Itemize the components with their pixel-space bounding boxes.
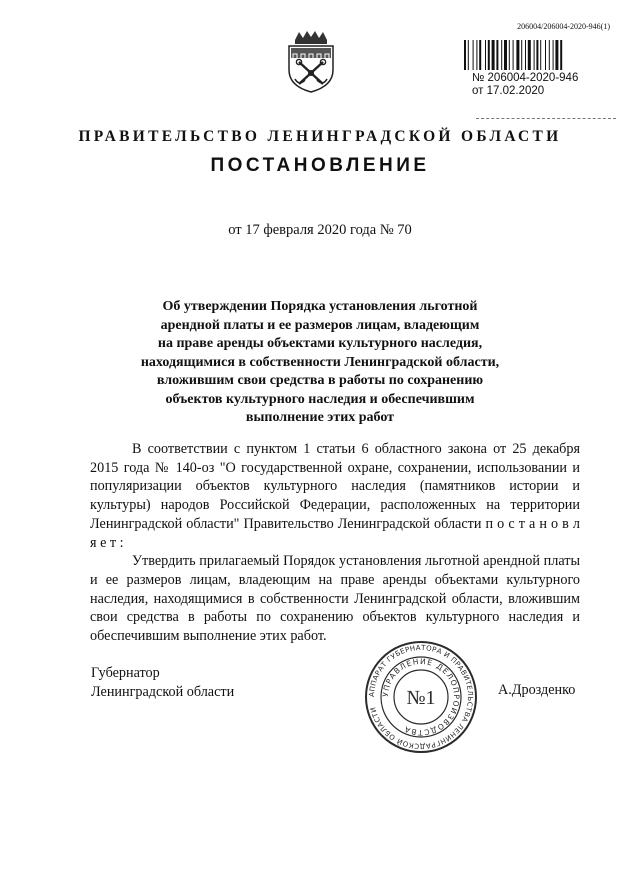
document-type: ПОСТАНОВЛЕНИЕ	[210, 155, 430, 176]
stamp-number: №1	[406, 687, 436, 709]
registration-divider	[476, 118, 616, 119]
barcode-bar	[485, 40, 486, 70]
barcode-bar	[496, 40, 498, 70]
barcode-bar	[492, 40, 495, 70]
barcode-bar	[555, 40, 558, 70]
subject-line: арендной платы и ее размеров лицам, владеющим	[160, 317, 480, 333]
document-subject	[130, 298, 510, 428]
subject-line: выполнение этих работ	[245, 410, 395, 425]
body-paragraph: Утвердить прилагаемый Порядок установления льготной арендной платы и ее размеров лицам, владеющим на праве аренды объектами культурного наследия, находящимися в собственности Ленинградской области, вложившим свои средства в работы по сохранению объектов культурного наследия и обеспечившим выполнение этих работ.	[90, 553, 580, 645]
registration-block	[472, 72, 578, 98]
document-code: 206004/206004-2020-946(1)	[517, 22, 610, 31]
stamp-outer-text: АППАРАТ ГУБЕРНАТОРА И ПРАВИТЕЛЬСТВА ЛЕНИНГРАДСКОЙ ОБЛАСТИ	[367, 643, 475, 751]
barcode-bar	[536, 40, 538, 70]
body-paragraph: В соответствии с пунктом 1 статьи 6 областного закона от 25 декабря 2015 года № 140-оз "О государственной охране, сохранении, использовании и популяризации объектов культурного наследия (памятников истории и культуры) народов Российской Федерации, расположенных на территории Ленинградской области" Правительство Ленинградской области п о с т а н о в л я е т :	[90, 441, 580, 551]
document-body	[90, 440, 580, 646]
subject-line: объектов культурного наследия и обеспечившим	[165, 391, 475, 407]
barcode-bar	[473, 40, 474, 70]
barcode-bar	[501, 40, 502, 70]
barcode-bar	[525, 40, 526, 70]
position-line: Ленинградской области	[91, 683, 235, 700]
barcode-bar	[464, 40, 466, 70]
document-date-number: от 17 февраля 2020 года № 70	[228, 222, 412, 238]
barcode-bar	[553, 40, 554, 70]
government-title: ПРАВИТЕЛЬСТВО ЛЕНИНГРАДСКОЙ ОБЛАСТИ	[78, 128, 562, 145]
stamp-inner-text: УПРАВЛЕНИЕ ДЕЛОПРОИЗВОДСТВА	[380, 656, 462, 738]
coat-of-arms-icon	[283, 28, 339, 94]
signatory-name: А.Дрозденко	[498, 682, 576, 698]
barcode-bar	[468, 40, 469, 70]
barcode-bar	[549, 40, 550, 70]
position-line: Губернатор	[91, 665, 160, 681]
barcode-bar	[545, 40, 546, 70]
barcode-bar	[479, 40, 481, 70]
barcode-bar	[488, 40, 490, 70]
barcode-bar	[513, 40, 514, 70]
barcode-bar	[516, 40, 519, 70]
barcode-bar	[540, 40, 541, 70]
official-stamp	[364, 640, 478, 754]
barcode-bar	[521, 40, 522, 70]
subject-line: Об утверждении Порядка установления льготной	[162, 299, 478, 314]
signatory-position	[91, 664, 234, 701]
barcode-bar	[534, 40, 535, 70]
barcode-bar	[528, 40, 531, 70]
registration-date: от 17.02.2020	[472, 85, 545, 97]
barcode-bar	[476, 40, 477, 70]
barcode-bar	[504, 40, 507, 70]
barcode-icon	[464, 40, 614, 70]
barcode-bar	[560, 40, 562, 70]
subject-line: вложившим свои средства в работы по сохранению	[156, 373, 484, 388]
barcode-bar	[509, 40, 510, 70]
registration-number: № 206004-2020-946	[472, 72, 579, 84]
subject-line: находящимися в собственности Ленинградской области,	[140, 354, 500, 370]
subject-line: на праве аренды объектами культурного наследия,	[157, 336, 483, 351]
